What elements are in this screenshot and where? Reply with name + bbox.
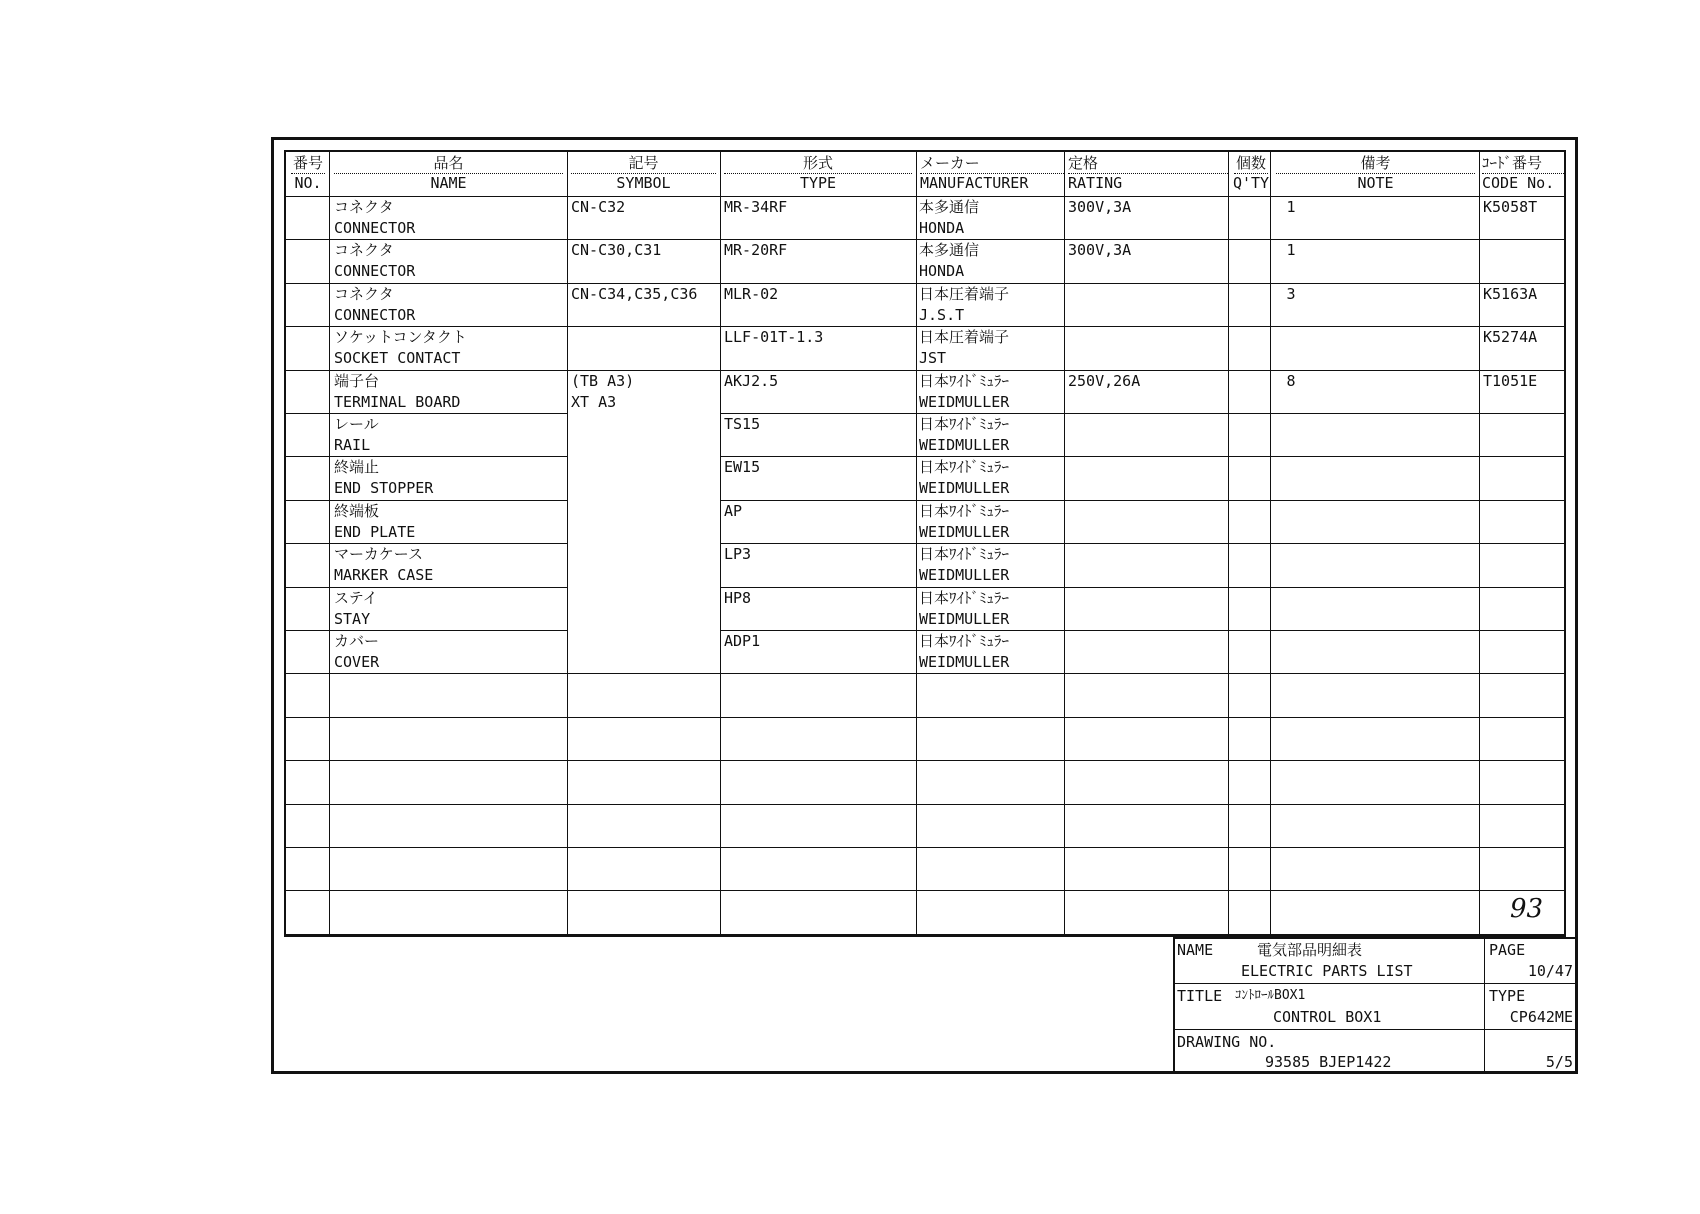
header-manufacturer-en: MANUFACTURER [920,174,1029,192]
part-name-en: COVER [334,653,380,671]
name-jp: 電気部品明細表 [1257,941,1363,959]
part-rating: 250V,26A [1068,371,1141,390]
row-rule [286,760,1566,761]
part-maker-jp: 日本ﾜｲﾄﾞﾐｭﾗｰ [919,632,1010,650]
part-maker-jp: 日本ﾜｲﾄﾞﾐｭﾗｰ [919,501,1010,520]
header-qty-jp: 個数 [1235,154,1266,172]
part-code: T1051E [1483,371,1538,390]
part-name-jp: 終端止 [334,458,380,477]
part-code: K5163A [1483,284,1538,303]
header-manufacturer-jp: メーカー [920,154,1064,174]
part-maker-jp: 日本ﾜｲﾄﾞﾐｭﾗｰ [919,545,1010,564]
title-block [1173,937,1578,1074]
part-maker-en: HONDA [919,219,965,237]
part-type: MLR-02 [724,284,779,303]
row-rule [720,500,1566,501]
part-maker-jp: 日本ﾜｲﾄﾞﾐｭﾗｰ [919,588,1010,607]
name-label: NAME [1177,941,1214,959]
header-qty [1230,154,1272,193]
part-type: MR-34RF [724,198,788,216]
header-note-jp: 備考 [1276,154,1475,174]
drawing-value: 93585 BJEP1422 [1265,1053,1392,1071]
title-en: CONTROL BOX1 [1273,1008,1382,1026]
header-name-jp: 品名 [334,154,563,174]
header-type [720,154,916,193]
part-type: TS15 [724,415,761,433]
part-maker-jp: 日本ﾜｲﾄﾞﾐｭﾗｰ [919,415,1010,433]
part-maker-en: J.S.T [919,305,965,324]
part-maker-jp: 本多通信 [919,241,980,260]
part-maker-jp: 本多通信 [919,198,980,216]
column-divider [567,152,568,935]
header-no [287,154,329,193]
part-name-en: SOCKET CONTACT [334,349,461,368]
part-name-jp: コネクタ [334,198,394,216]
row-rule [286,456,567,457]
part-maker-en: WEIDMULLER [919,609,1010,628]
row-rule [286,587,567,588]
part-name-jp: コネクタ [334,241,394,260]
title-jp: ｺﾝﾄﾛｰﾙBOX1 [1235,988,1306,1003]
type-label: TYPE [1489,987,1526,1005]
part-symbol: CN-C30,C31 [571,241,662,260]
part-type: LLF-01T-1.3 [724,328,824,347]
part-code: K5274A [1483,328,1538,347]
title-label: TITLE [1177,987,1223,1005]
header-type-en: TYPE [799,174,837,192]
part-name-en: END STOPPER [334,479,434,498]
header-code-en: CODE No. [1482,174,1555,192]
part-type: EW15 [724,458,761,477]
title-block-row-line [1173,1029,1578,1030]
header-type-jp: 形式 [724,154,912,174]
row-rule [720,543,1566,544]
row-rule [720,587,1566,588]
title-block-row-line [1173,983,1578,984]
row-rule [720,413,1566,414]
row-rule [286,717,1566,718]
handwritten-page-note: 93 [1510,894,1544,924]
part-name-jp: マーカケース [334,545,423,564]
header-rating-en: RATING [1068,174,1123,192]
part-qty: 1 [1286,241,1296,260]
part-name-jp: ステイ [334,588,378,607]
part-name-jp: レール [334,415,379,433]
part-maker-jp: 日本ﾜｲﾄﾞﾐｭﾗｰ [919,458,1010,477]
page-label: PAGE [1489,941,1526,959]
part-name-jp: 端子台 [334,371,380,390]
part-name-en: CONNECTOR [334,262,416,281]
part-name-en: END PLATE [334,522,416,541]
part-symbol: CN-C34,C35,C36 [571,284,698,303]
part-maker-en: JST [919,349,947,368]
page-value: 10/47 [1527,962,1573,980]
row-rule [286,804,1566,805]
header-manufacturer [920,154,1064,193]
part-name-en: RAIL [334,436,371,454]
row-rule [286,890,1566,891]
name-en: ELECTRIC PARTS LIST [1241,962,1413,980]
part-rating: 300V,3A [1068,241,1132,260]
part-maker-en: WEIDMULLER [919,653,1010,671]
part-name-en: CONNECTOR [334,219,416,237]
header-code [1482,154,1566,193]
part-type: ADP1 [724,632,761,650]
type-value: CP642ME [1509,1008,1573,1026]
header-symbol-en: SYMBOL [616,174,671,192]
part-symbol: CN-C32 [571,198,626,216]
row-rule [286,673,1566,674]
header-note [1272,154,1479,193]
part-maker-en: WEIDMULLER [919,522,1010,541]
part-type: MR-20RF [724,241,788,260]
header-qty-en: Q'TY [1232,174,1270,192]
row-rule [286,543,567,544]
header-no-en: NO. [294,174,322,192]
header-code-jp: ｺｰﾄﾞ番号 [1482,154,1566,174]
part-maker-en: WEIDMULLER [919,479,1010,498]
row-rule [720,630,1566,631]
part-name-en: STAY [334,609,371,628]
row-rule [286,934,1566,935]
part-qty: 1 [1286,198,1296,216]
part-name-jp: ソケットコンタクト [334,328,467,347]
part-type: HP8 [724,588,752,607]
part-maker-en: WEIDMULLER [919,392,1010,411]
part-symbol-alt: XT A3 [571,392,617,411]
header-note-en: NOTE [1357,174,1394,192]
header-no-jp: 番号 [292,154,323,172]
header-rating-jp: 定格 [1068,154,1228,174]
part-maker-jp: 日本圧着端子 [919,284,1010,303]
drawing-label: DRAWING NO. [1177,1033,1277,1051]
part-name-jp: カバー [334,632,380,650]
part-name-en: TERMINAL BOARD [334,392,461,411]
part-name-en: CONNECTOR [334,305,416,324]
header-symbol-jp: 記号 [571,154,716,174]
part-maker-en: HONDA [919,262,965,281]
part-type: AKJ2.5 [724,371,779,390]
header-rating [1068,154,1228,193]
header-symbol [567,154,720,193]
row-rule [286,847,1566,848]
part-type: AP [724,501,743,520]
part-qty: 8 [1286,371,1296,390]
part-rating: 300V,3A [1068,198,1132,216]
header-name-en: NAME [430,174,467,192]
row-rule [286,630,567,631]
title-block-divider [1484,937,1485,1074]
row-rule [286,500,567,501]
parts-list-table [284,150,1566,937]
part-maker-en: WEIDMULLER [919,566,1010,585]
row-rule [286,413,567,414]
part-code: K5058T [1483,198,1538,216]
part-name-jp: 終端板 [334,501,380,520]
part-maker-jp: 日本ﾜｲﾄﾞﾐｭﾗｰ [919,371,1010,390]
part-maker-en: WEIDMULLER [919,436,1010,454]
row-rule [720,456,1566,457]
header-name [330,154,567,193]
part-symbol: (TB A3) [571,371,635,390]
part-type: LP3 [724,545,752,564]
part-name-jp: コネクタ [334,284,394,303]
part-maker-jp: 日本圧着端子 [919,328,1010,347]
sheet-value: 5/5 [1545,1053,1573,1071]
part-qty: 3 [1286,284,1296,303]
part-name-en: MARKER CASE [334,566,434,585]
